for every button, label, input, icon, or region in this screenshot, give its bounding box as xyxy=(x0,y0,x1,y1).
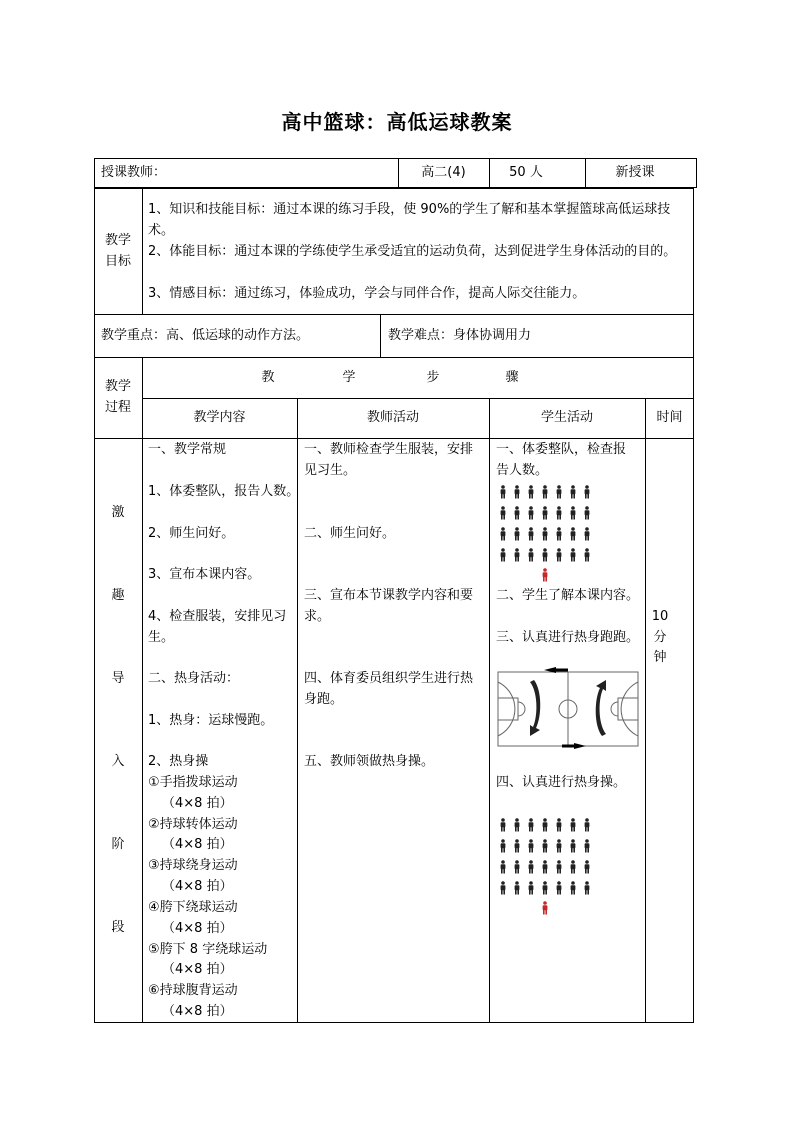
content-line: 2、师生问好。 xyxy=(148,526,235,541)
student-line: 一、体委整队，检查报 xyxy=(496,442,627,457)
student-person-icon xyxy=(526,548,536,562)
steps-char-4: 骤 xyxy=(505,370,519,385)
student-person-icon xyxy=(512,839,522,853)
student-person-icon xyxy=(498,860,508,874)
formation-leader-row xyxy=(540,565,550,586)
student-person-icon xyxy=(554,881,564,895)
formation-2 xyxy=(498,815,592,898)
col-teacher: 教师活动 xyxy=(366,410,419,425)
student-person-icon xyxy=(540,818,550,832)
formation-row xyxy=(498,482,592,503)
right-arc-inner xyxy=(611,702,618,716)
left-arc xyxy=(498,682,515,736)
student-person-icon xyxy=(512,881,522,895)
objective-3: 3、情感目标：通过练习，体验成功，学会与同伴合作，提高人际交往能力。 xyxy=(148,286,586,301)
content-line: 3、宣布本课内容。 xyxy=(148,567,261,582)
exercise-2: ②持球转体运动 xyxy=(148,817,238,832)
col-time: 时间 xyxy=(656,410,683,425)
teacher-line: 求。 xyxy=(304,609,331,624)
time-unit: 分 xyxy=(653,630,667,645)
student-person-icon xyxy=(554,818,564,832)
col-content: 教学内容 xyxy=(193,410,246,425)
student-person-icon xyxy=(498,839,508,853)
teacher-line: 身跑。 xyxy=(304,692,344,707)
student-person-icon xyxy=(582,527,592,541)
phase-char: 入 xyxy=(111,754,125,769)
student-person-icon xyxy=(540,485,550,499)
objectives-label: 教学目标 xyxy=(104,233,131,269)
content-line: 2、热身操 xyxy=(148,754,209,769)
formation-1 xyxy=(498,482,592,565)
formation-row xyxy=(498,815,592,836)
student-person-icon xyxy=(498,527,508,541)
student-person-icon xyxy=(540,881,550,895)
teacher-label: 授课教师： xyxy=(101,165,167,180)
exercise-3: ③持球绕身运动 xyxy=(148,858,238,873)
right-curve-arrow xyxy=(596,680,606,736)
content-line: 4、检查服装，安排见习 xyxy=(148,609,287,624)
bottom-arrow xyxy=(562,743,586,749)
student-person-icon xyxy=(526,881,536,895)
student-person-icon xyxy=(512,485,522,499)
student-person-icon xyxy=(540,527,550,541)
steps-char-1: 教 xyxy=(261,370,275,385)
student-person-icon xyxy=(554,527,564,541)
teacher-line: 一、教师检查学生服装，安排 xyxy=(304,442,474,457)
student-person-icon xyxy=(554,548,564,562)
student-person-icon xyxy=(554,485,564,499)
student-person-icon xyxy=(568,860,578,874)
exercise-beat: （4×8 拍） xyxy=(162,796,233,811)
student-line: 二、学生了解本课内容。 xyxy=(496,588,640,603)
student-person-icon xyxy=(568,881,578,895)
student-line: 三、认真进行热身跑跑。 xyxy=(496,630,640,645)
student-person-icon xyxy=(568,839,578,853)
student-line: 告人数。 xyxy=(496,463,549,478)
student-person-icon xyxy=(512,527,522,541)
student-person-icon xyxy=(526,860,536,874)
student-person-icon xyxy=(512,818,522,832)
exercise-6: ⑥持球腹背运动 xyxy=(148,983,238,998)
leader-2 xyxy=(540,898,550,919)
court-diagram xyxy=(496,664,640,752)
phase-char: 导 xyxy=(111,671,125,686)
phase-char: 激 xyxy=(111,505,125,520)
student-person-icon xyxy=(540,568,550,582)
class-name: 高二(4) xyxy=(421,165,466,180)
teacher-line: 三、宣布本节课教学内容和要 xyxy=(304,588,474,603)
student-person-icon xyxy=(540,860,550,874)
page-title: 高中篮球：高低运球教案 xyxy=(281,110,513,134)
exercise-beat: （4×8 拍） xyxy=(162,879,233,894)
student-person-icon xyxy=(540,901,550,915)
exercise-1: ①手指拨球运动 xyxy=(148,775,238,790)
student-person-icon xyxy=(526,506,536,520)
student-person-icon xyxy=(540,548,550,562)
student-person-icon xyxy=(568,818,578,832)
student-person-icon xyxy=(498,548,508,562)
exercise-4: ④胯下绕球运动 xyxy=(148,900,238,915)
right-arc xyxy=(621,682,638,736)
student-person-icon xyxy=(554,839,564,853)
lesson-type: 新授课 xyxy=(615,165,655,180)
student-person-icon xyxy=(512,506,522,520)
student-line: 四、认真进行热身操。 xyxy=(496,775,627,790)
student-person-icon xyxy=(526,818,536,832)
exercise-beat: （4×8 拍） xyxy=(162,1004,233,1019)
student-person-icon xyxy=(582,818,592,832)
teacher-line: 四、体育委员组织学生进行热 xyxy=(304,671,474,686)
student-person-icon xyxy=(568,506,578,520)
phase-char: 趣 xyxy=(111,588,125,603)
formation-row xyxy=(498,524,592,545)
phase-char: 段 xyxy=(111,920,125,935)
student-person-icon xyxy=(568,548,578,562)
student-person-icon xyxy=(512,548,522,562)
teacher-line: 见习生。 xyxy=(304,463,357,478)
key-point: 教学重点：高、低运球的动作方法。 xyxy=(101,328,310,343)
student-person-icon xyxy=(526,527,536,541)
student-person-icon xyxy=(498,506,508,520)
formation-row xyxy=(498,544,592,565)
content-line: 生。 xyxy=(148,630,175,645)
leader-1 xyxy=(540,565,550,586)
formation-row xyxy=(498,877,592,898)
formation-row xyxy=(498,857,592,878)
student-person-icon xyxy=(568,485,578,499)
exercise-beat: （4×8 拍） xyxy=(162,962,233,977)
student-person-icon xyxy=(498,485,508,499)
phase-char: 阶 xyxy=(111,837,125,852)
student-person-icon xyxy=(554,860,564,874)
student-person-icon xyxy=(582,485,592,499)
student-person-icon xyxy=(498,818,508,832)
formation-row xyxy=(498,836,592,857)
exercise-beat: （4×8 拍） xyxy=(162,921,233,936)
student-person-icon xyxy=(582,548,592,562)
student-person-icon xyxy=(540,839,550,853)
process-label: 教学过程 xyxy=(104,379,131,415)
student-person-icon xyxy=(540,506,550,520)
content-line: 1、体委整队，报告人数。 xyxy=(148,484,300,499)
steps-char-3: 步 xyxy=(426,370,440,385)
difficulty: 教学难点：身体协调用力 xyxy=(388,328,532,343)
col-student: 学生活动 xyxy=(540,410,593,425)
student-person-icon xyxy=(582,839,592,853)
teacher-line: 二、师生问好。 xyxy=(304,526,396,541)
teacher-line: 五、教师领做热身操。 xyxy=(304,754,435,769)
content-line: 1、热身：运球慢跑。 xyxy=(148,713,274,728)
objective-2: 2、体能目标：通过本课的学练使学生承受适宜的运动负荷，达到促进学生身体活动的目的。 xyxy=(148,244,677,259)
content-line: 一、教学常规 xyxy=(148,442,227,457)
student-count: 50 人 xyxy=(509,165,543,180)
student-person-icon xyxy=(526,839,536,853)
student-person-icon xyxy=(582,506,592,520)
time-value: 10 xyxy=(651,609,669,624)
objective-1: 1、知识和技能目标：通过本课的练习手段，使 90%的学生了解和基本掌握篮球高低运球技术。 xyxy=(148,202,671,238)
student-person-icon xyxy=(526,485,536,499)
steps-char-2: 学 xyxy=(342,370,356,385)
left-curve-arrow xyxy=(530,680,540,736)
left-arc-inner xyxy=(518,702,525,716)
formation-leader-row xyxy=(540,898,550,919)
content-line: 二、热身活动： xyxy=(148,671,240,686)
student-person-icon xyxy=(498,881,508,895)
student-person-icon xyxy=(582,860,592,874)
student-person-icon xyxy=(512,860,522,874)
time-unit: 钟 xyxy=(653,650,667,665)
student-person-icon xyxy=(582,881,592,895)
formation-row xyxy=(498,503,592,524)
exercise-5: ⑤胯下 8 字绕球运动 xyxy=(148,942,268,957)
exercise-beat: （4×8 拍） xyxy=(162,837,233,852)
student-person-icon xyxy=(568,527,578,541)
student-person-icon xyxy=(554,506,564,520)
